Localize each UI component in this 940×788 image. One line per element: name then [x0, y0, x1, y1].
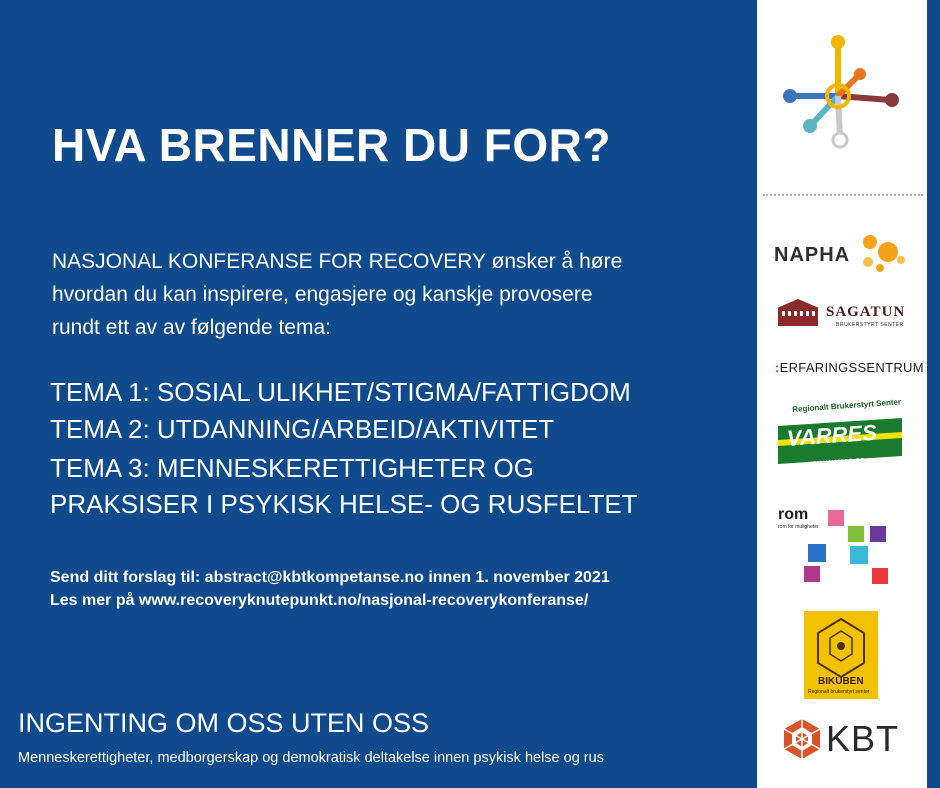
sagatun-building-icon — [775, 298, 821, 328]
bikuben-logo-subtext: Regionalt brukerstyrt senter — [808, 689, 870, 695]
rom-logo-subtext: rom for muligheter — [778, 524, 819, 530]
intro-line-2: hvordan du kan inspirere, engasjere og kanskje provosere — [52, 283, 593, 306]
network-logo-icon — [772, 28, 902, 156]
rom-logo-text: rom — [778, 506, 809, 523]
erfaringssentrum-mark-icon: : — [775, 360, 780, 375]
slogan: INGENTING OM OSS UTEN OSS — [18, 708, 430, 738]
submission-line: Send ditt forslag til: abstract@kbtkompetanse.no innen 1. november 2021 — [50, 569, 610, 586]
intro-line-3: rundt ett av av følgende tema: — [52, 316, 331, 339]
tema-line-3: TEMA 3: MENNESKERETTIGHETER OG — [50, 453, 534, 483]
read-more-line: Les mer på www.recoveryknutepunkt.no/nasjonal-recoverykonferanse/ — [50, 592, 589, 609]
varres-top-text: Regionalt Brukerstyrt Senter — [792, 397, 902, 414]
sagatun-logo-text: SAGATUN — [826, 304, 906, 320]
sidebar-divider — [763, 194, 923, 196]
napha-bubbles-icon — [854, 232, 908, 274]
rom-squares-icon — [778, 508, 894, 586]
tema-line-1: TEMA 1: SOSIAL ULIKHET/STIGMA/FATTIGDOM — [50, 377, 631, 407]
tema-line-4: PRAKSISER I PSYKISK HELSE- OG RUSFELTET — [50, 489, 638, 519]
varres-url-text: www.varres.no — [808, 455, 866, 468]
kbt-logo-text: KBT — [826, 718, 900, 759]
kbt-star-icon — [781, 718, 823, 760]
tema-line-2: TEMA 2: UTDANNING/ARBEID/AKTIVITET — [50, 414, 555, 444]
headline: HVA BRENNER DU FOR? — [52, 119, 611, 171]
erfaringssentrum-logo-text — [775, 360, 924, 375]
sagatun-logo-subtext: BRUKERSTYRT SENTER — [836, 322, 904, 328]
erfaringssentrum-name: ERFARINGSSENTRUM — [779, 360, 924, 375]
intro-line-1: NASJONAL KONFERANSE FOR RECOVERY ønsker å høre — [52, 250, 623, 273]
subslogan: Menneskerettigheter, medborgerskap og demokratisk deltakelse innen psykisk helse og rus — [18, 750, 604, 766]
bikuben-logo-text: BIKUBEN — [818, 676, 864, 687]
napha-logo-text: NAPHA — [774, 244, 851, 266]
varres-name-text: VARRES — [786, 419, 878, 451]
right-edge-strip — [927, 0, 940, 788]
